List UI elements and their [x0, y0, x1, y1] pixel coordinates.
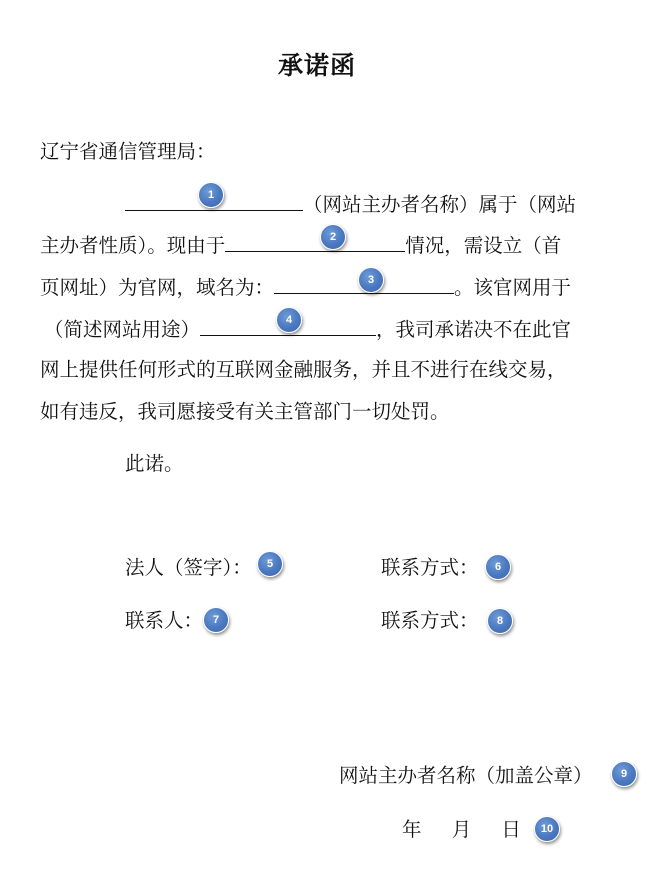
addressee: 辽宁省通信管理局： [40, 140, 216, 163]
marker-badge-5: 5 [257, 551, 283, 577]
marker-badge-6: 6 [485, 554, 511, 580]
paragraph-line-4 [44, 316, 571, 343]
marker-badge-1: 1 [198, 182, 224, 208]
closing-text: 此诺。 [125, 452, 184, 475]
organizer-seal-label: 网站主办者名称（加盖公章） [339, 764, 593, 787]
text-segment: （简述网站用途） [44, 318, 201, 341]
marker-badge-9: 9 [611, 761, 637, 787]
text-segment: ，我司承诺决不在此官 [376, 318, 572, 341]
paragraph-line-3 [40, 274, 571, 301]
legal-person-signature-label: 法人（签字）： [125, 556, 252, 579]
contact-method-label-2: 联系方式： [381, 609, 479, 632]
paragraph-line-6: 如有违反，我司愿接受有关主管部门一切处罚。 [40, 400, 450, 423]
paragraph-line-2 [40, 232, 561, 259]
paragraph-line-5: 网上提供任何形式的互联网金融服务，并且不进行在线交易， [40, 358, 567, 381]
text-segment: （网站主办者名称）属于（网站 [303, 193, 577, 216]
marker-badge-2: 2 [320, 224, 346, 250]
marker-badge-4: 4 [276, 307, 302, 333]
text-segment: 页网址）为官网，域名为： [40, 276, 275, 299]
blank-field-2[interactable] [225, 232, 405, 252]
text-segment: 主办者性质）。现由于 [40, 234, 226, 257]
text-segment: 。该官网用于 [454, 276, 572, 299]
document-title: 承诺函 [277, 51, 356, 80]
marker-badge-10: 10 [534, 816, 560, 842]
contact-person-label: 联系人： [125, 609, 204, 632]
marker-badge-7: 7 [203, 607, 229, 633]
marker-badge-8: 8 [487, 608, 513, 634]
date-label: 年 月 日 [402, 818, 521, 841]
paragraph-line-1 [125, 191, 576, 218]
marker-badge-3: 3 [358, 267, 384, 293]
text-segment: 情况，需设立（首 [405, 234, 562, 257]
contact-method-label-1: 联系方式： [381, 556, 479, 579]
